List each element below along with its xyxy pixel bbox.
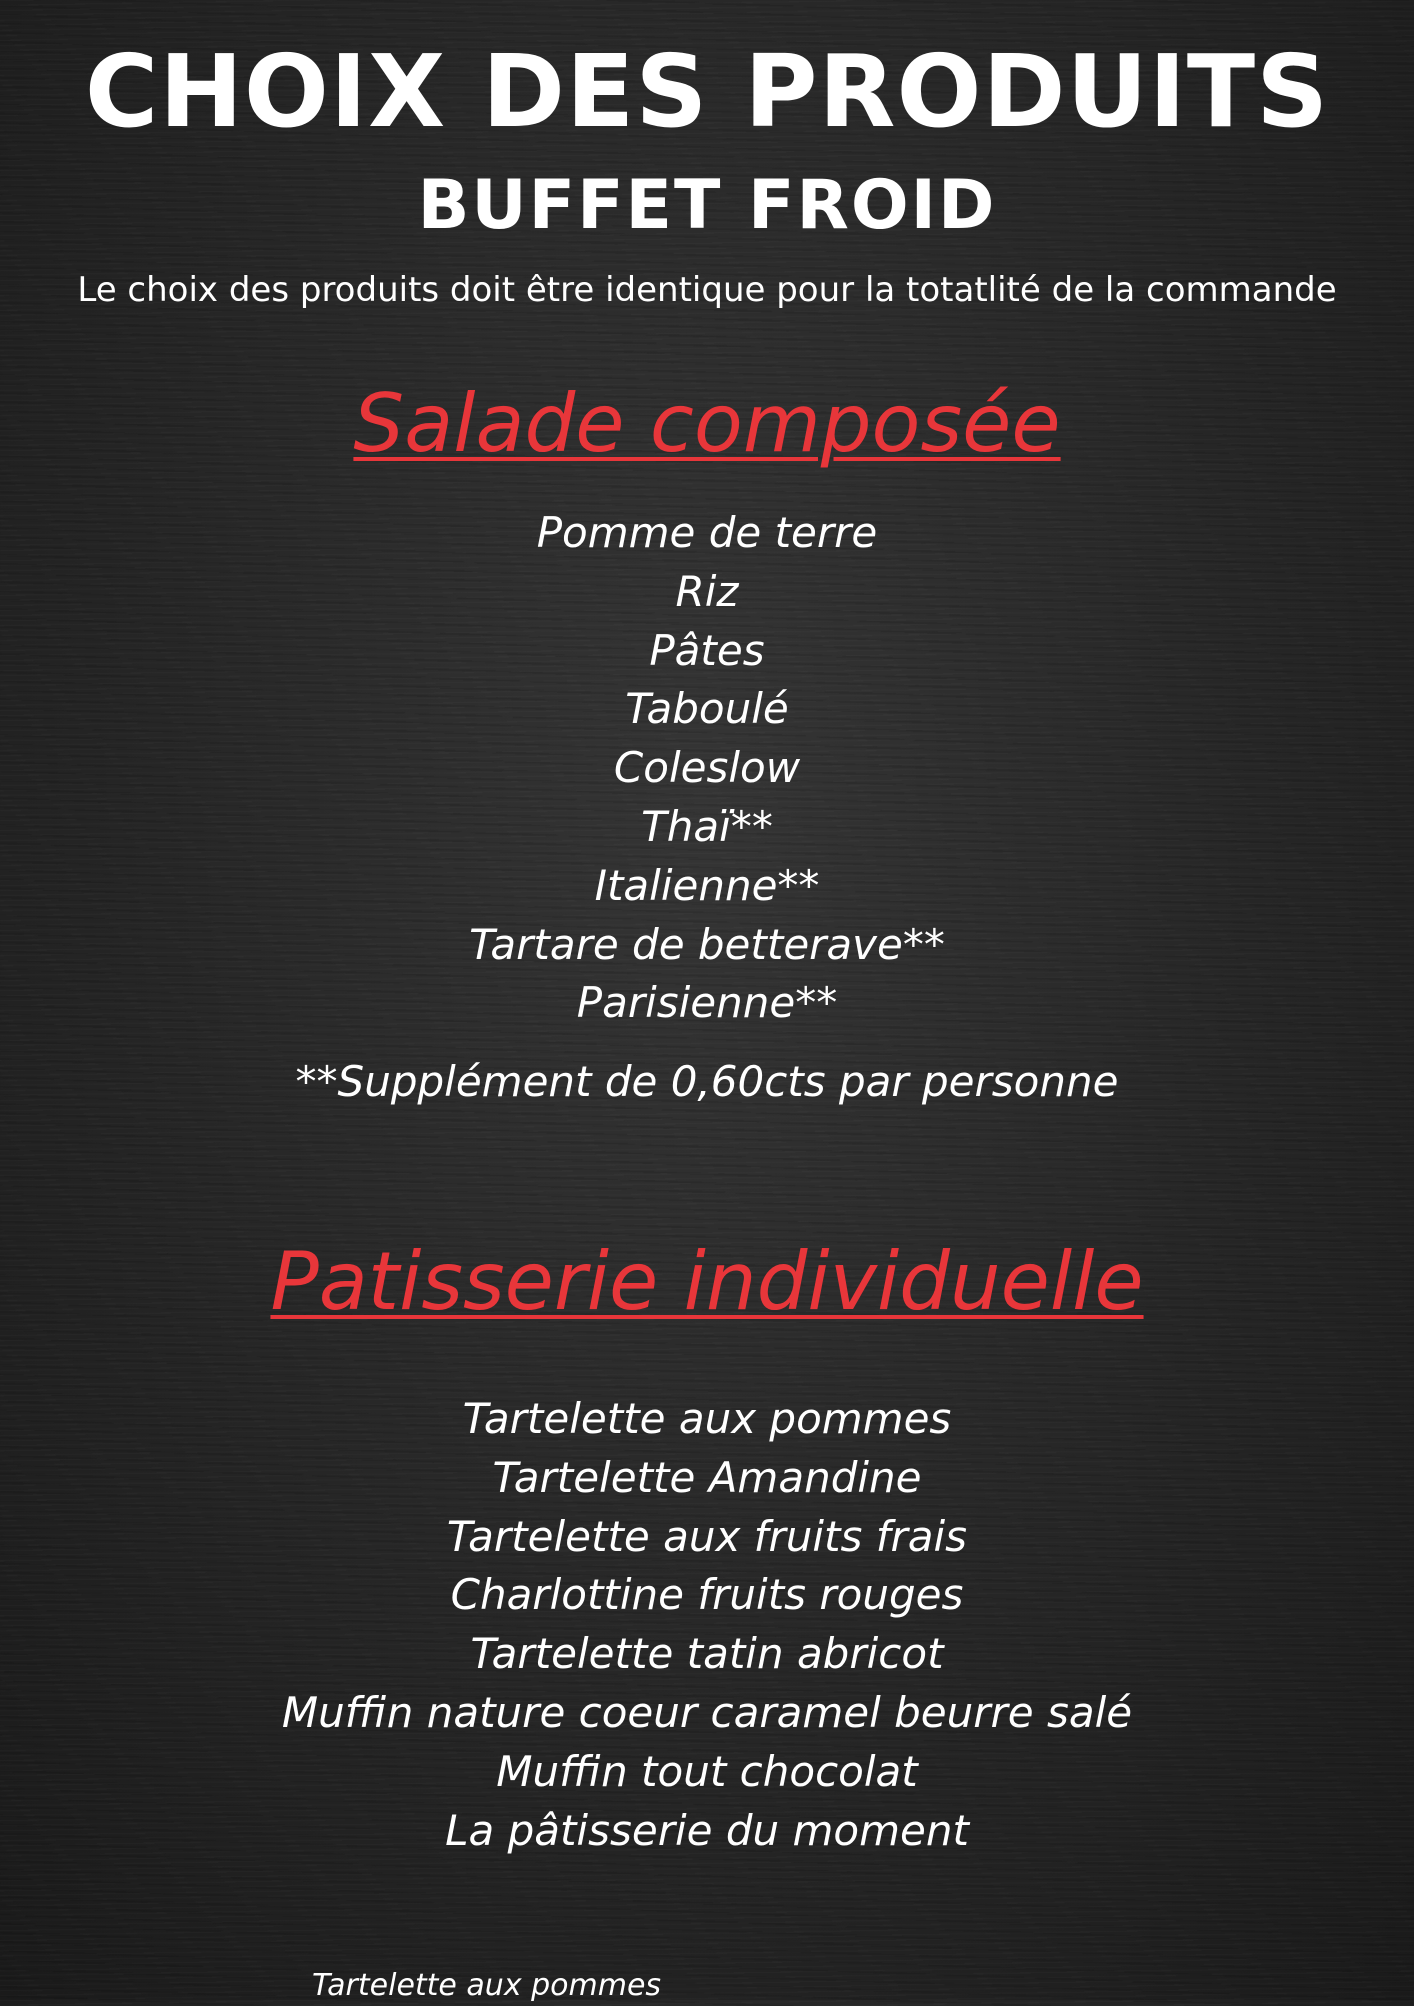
list-item: Italienne** — [594, 860, 820, 910]
list-item: Tartelette aux pommes — [462, 1394, 952, 1443]
order-note: Le choix des produits doit être identique pour la totatlité de la commande — [77, 270, 1337, 310]
list-item: Muffin nature coeur caramel beurre salé — [281, 1687, 1133, 1737]
list-item: Coleslow — [613, 743, 801, 793]
list-item: Thaï** — [641, 801, 773, 851]
list-item: Parisienne** — [576, 978, 838, 1028]
list-item: Charlottine fruits rouges — [450, 1570, 964, 1620]
section-title-salade: Salade composée — [353, 377, 1061, 470]
list-item: Tartelette Amandine — [492, 1452, 922, 1502]
supplement-note: **Supplément de 0,60cts par personne — [295, 1057, 1119, 1106]
salade-list — [0, 504, 1414, 1033]
list-item: Taboulé — [625, 684, 789, 734]
list-item: Tartare de betterave** — [469, 919, 945, 969]
list-item: La pâtisserie du moment — [445, 1805, 969, 1855]
footer-fragment-text: Tartelette aux pommes — [312, 1968, 662, 2003]
section-title-patisserie: Patisserie individuelle — [270, 1235, 1144, 1328]
list-item: Tartelette tatin abricot — [470, 1629, 944, 1679]
list-item: Pâtes — [649, 625, 765, 675]
patisserie-list — [0, 1390, 1414, 1860]
page-title: CHOIX DES PRODUITS — [84, 33, 1330, 150]
list-item: Pomme de terre — [536, 508, 878, 557]
page-subtitle: BUFFET FROID — [417, 166, 997, 245]
list-item: Muffin tout chocolat — [496, 1746, 918, 1796]
list-item: Riz — [675, 566, 739, 616]
list-item: Tartelette aux fruits frais — [446, 1511, 968, 1561]
